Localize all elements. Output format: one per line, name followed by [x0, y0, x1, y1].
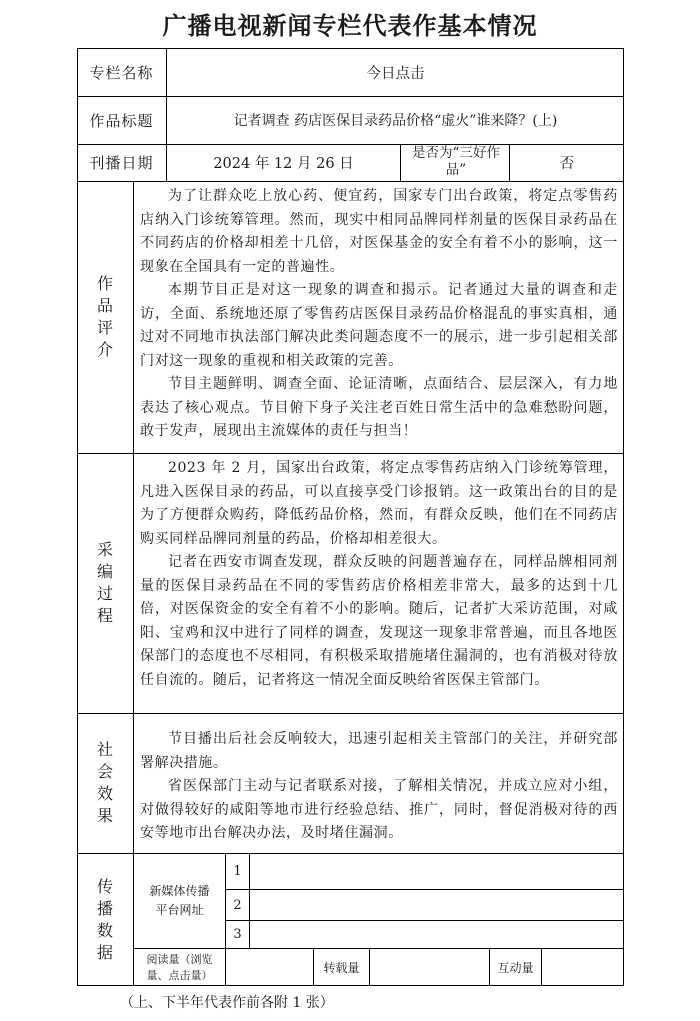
work-title-label: 作品标题: [89, 111, 154, 130]
platform-row-number: 3: [233, 927, 242, 942]
effect-label: 社会效果: [96, 740, 113, 825]
work-title-value: 记者调查 药店医保目录药品价格“虚火”谁来降？(上): [233, 113, 558, 129]
broadcast-date-label: 刊播日期: [89, 154, 154, 172]
evaluation-paragraph: 本期节目正是对这一现象的调查和揭示。记者通过大量的调查和走访，全面、系统地还原了零售药店医保目录药品价格混乱的事实真相，通过对不同地市执法部门解决此类问题态度不一的展示，进一步引起相关部门对这一现象的重视和相关政策的完善。: [140, 282, 618, 369]
platform-url-cell[interactable]: [250, 890, 624, 920]
evaluation-text: [140, 185, 618, 444]
process-paragraph: 2023 年 2 月，国家出台政策，将定点零售药店纳入门诊统筹管理，凡进入医保目录的药品，可以直接享受门诊报销。这一政策出台的目的是为了方便群众购药，降低药品价格，然而，有群众反映，他们在不同药店购买同样品牌同剂量的药品，价格却相差很大。: [140, 460, 618, 547]
broadcast-date-value: 2024 年 12 月 26 日: [213, 156, 354, 172]
page-title: 广播电视新闻专栏代表作基本情况: [162, 11, 538, 40]
three-good-label: 是否为“三好作品”: [412, 145, 500, 178]
reads-value[interactable]: [226, 949, 313, 986]
interactions-label: 互动量: [497, 961, 534, 975]
three-good-value: 否: [559, 156, 575, 172]
process-paragraph: 记者在西安市调查发现，群众反映的问题普遍存在，同样品牌相同剂量的医保目录药品在不同的零售药店价格相差非常大，最多的达到十几倍，对医保资金的安全有着不小的影响。随后，记者扩大采访范围，对咸阳、宝鸡和汉中进行了同样的调查，发现这一现象非常普遍，而且各地医保部门的态度也不尽相同，有积极采取措施堵住漏洞的，也有消极对待放任自流的。随后，记者将这一情况全面反映给省医保主管部门。: [140, 554, 618, 688]
footer-note: （上、下半年代表作前各附 1 张）: [120, 995, 334, 1011]
effect-paragraph: 节目播出后社会反响较大，迅速引起相关主管部门的关注，并研究部署解决措施。: [140, 731, 618, 771]
process-label: 采编过程: [96, 540, 113, 625]
reads-label: 阅读量（浏览量、点击量）: [146, 952, 213, 982]
evaluation-paragraph: 为了让群众吃上放心药、便宜药，国家专门出台政策，将定点零售药店纳入门诊统筹管理。然而，现实中相同品牌同样剂量的医保目录药品在不同药店的价格却相差十几倍，对医保基金的安全有着不小的影响，这一现象在全国具有一定的普遍性。: [140, 188, 618, 275]
reposts-value[interactable]: [370, 949, 489, 986]
effect-paragraph: 省医保部门主动与记者联系对接，了解相关情况，并成立应对小组，对做得较好的咸阳等地市进行经验总结、推广，同时，督促消极对待的西安等地市出台解决办法，及时堵住漏洞。: [140, 778, 618, 841]
platform-row-number: 2: [233, 897, 242, 913]
platform-url-cell[interactable]: [250, 853, 624, 889]
platform-label: 新媒体传播平台网址: [149, 883, 210, 917]
interactions-value[interactable]: [542, 949, 624, 986]
effect-text: [140, 728, 618, 846]
evaluation-label: 作品评介: [96, 274, 113, 359]
reposts-label: 转载量: [323, 961, 360, 975]
spread-label: 传播数据: [96, 876, 113, 962]
column-name-label: 专栏名称: [89, 63, 154, 82]
column-name-value: 今日点击: [366, 65, 425, 82]
platform-url-cell[interactable]: [250, 921, 624, 948]
platform-row-number: 1: [233, 863, 242, 879]
process-text: [140, 457, 618, 692]
evaluation-paragraph: 节目主题鲜明、调查全面、论证清晰，点面结合、层层深入，有力地表达了核心观点。节目俯下身子关注老百姓日常生活中的急难愁盼问题，敢于发声，展现出主流媒体的责任与担当！: [140, 376, 618, 439]
